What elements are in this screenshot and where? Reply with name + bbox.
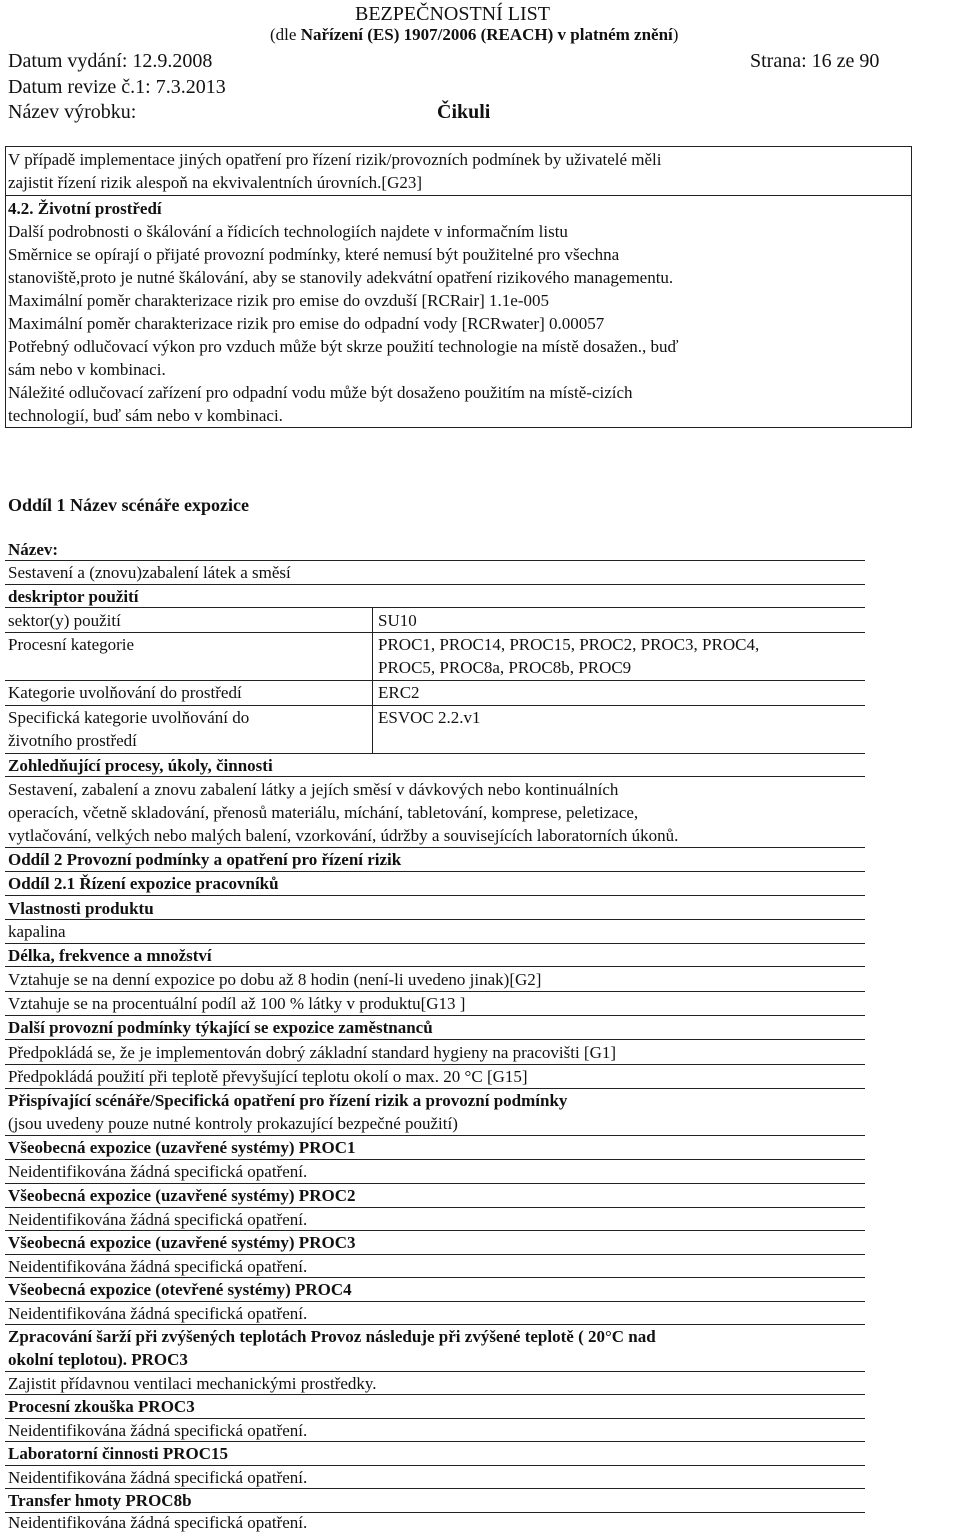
- document-title: BEZPEČNOSTNÍ LIST: [355, 3, 550, 25]
- contributing-scenarios-note: (jsou uvedeny pouze nutné kontroly prokazující bezpečné použití): [8, 1114, 458, 1133]
- product-name: Čikuli: [437, 101, 491, 123]
- measure-text: Neidentifikována žádná specifická opatření.: [8, 1513, 308, 1532]
- box-body-line: stanoviště,proto je nutné škálování, aby se stanovily adekvátní opatření rizikového managementu.: [8, 268, 674, 287]
- section2-1-heading: Oddíl 2.1 Řízení expozice pracovníků: [8, 874, 279, 893]
- box-divider: [5, 195, 912, 196]
- measure-title: Procesní zkouška PROC3: [8, 1397, 195, 1416]
- measure-title: Transfer hmoty PROC8b: [8, 1491, 192, 1510]
- box-body-line: Potřebný odlučovací výkon pro vzduch může být skrze použití technologie na místě dosažen., buď: [8, 337, 679, 356]
- subtitle-prefix: (dle: [270, 25, 301, 44]
- measure-title: Všeobecná expozice (otevřené systémy) PROC4: [8, 1280, 352, 1299]
- rule: [5, 895, 865, 896]
- processes-text-line: Sestavení, zabalení a znovu zabalení látky a jejích směsí v dávkových nebo kontinuálních: [8, 780, 619, 799]
- sector-label: sektor(y) použití: [8, 611, 121, 630]
- box-body-line: Směrnice se opírají o přijaté provozní podmínky, které nemusí být použitelné pro všechna: [8, 245, 620, 264]
- subtitle-suffix: ): [672, 25, 679, 44]
- process-category-value-2: PROC5, PROC8a, PROC8b, PROC9: [378, 658, 632, 677]
- duration-line: Vztahuje se na denní expozice po dobu až 8 hodin (není-li uvedeno jinak)[G2]: [8, 970, 542, 989]
- rule: [5, 919, 865, 920]
- name-label: Název:: [8, 540, 59, 559]
- measure-text: Zajistit přídavnou ventilaci mechanickými prostředky.: [8, 1374, 377, 1393]
- box-border-right: [911, 146, 912, 428]
- box-border-bottom: [5, 427, 912, 428]
- measure-title-2: okolní teplotou). PROC3: [8, 1350, 188, 1369]
- processes-text-line: vytlačování, velkých nebo malých balení, vzorkování, údržby a souvisejících laboratorních úkonů.: [8, 826, 679, 845]
- process-category-value: PROC1, PROC14, PROC15, PROC2, PROC3, PROC4,: [378, 635, 760, 654]
- scenario-name: Sestavení a (znovu)zabalení látek a směsí: [8, 563, 291, 582]
- issue-date: Datum vydání: 12.9.2008: [8, 50, 213, 72]
- section2-heading: Oddíl 2 Provozní podmínky a opatření pro řízení rizik: [8, 850, 402, 869]
- box-text-line: zajistit řízení rizik alespoň na ekvivalentních úrovních.[G23]: [8, 173, 423, 192]
- release-category-label: Kategorie uvolňování do prostředí: [8, 683, 242, 702]
- box-body-line: technologií, buď sám nebo v kombinaci.: [8, 406, 283, 425]
- measure-text: Neidentifikována žádná specifická opatření.: [8, 1304, 308, 1323]
- section1-heading: Oddíl 1 Název scénáře expozice: [8, 495, 249, 515]
- box-body-line: Náležité odlučovací zařízení pro odpadní vodu může být dosaženo použitím na místě-cizích: [8, 383, 633, 402]
- specific-release-label-2: životního prostředí: [8, 731, 137, 750]
- rule: [5, 776, 865, 777]
- measure-title: Zpracování šarží při zvýšených teplotách Provoz následuje při zvýšené teplotě ( 20°C nad: [8, 1327, 656, 1346]
- rule: [5, 1039, 865, 1040]
- product-properties-label: Vlastnosti produktu: [8, 899, 154, 918]
- release-category-value: ERC2: [378, 683, 420, 702]
- box-body-line: Další podrobnosti o škálování a řídicích technologiích najdete v informačním listu: [8, 222, 568, 241]
- specific-release-label: Specifická kategorie uvolňování do: [8, 708, 250, 727]
- other-conditions-label: Další provozní podmínky týkající se expozice zaměstnanců: [8, 1018, 433, 1037]
- box-text-line: V případě implementace jiných opatření pro řízení rizik/provozních podmínek by uživatelé měli: [8, 150, 662, 169]
- other-conditions-line: Předpokládá použití při teplotě převyšující teplotu okolí o max. 20 °C [G15]: [8, 1067, 528, 1086]
- duration-line: Vztahuje se na procentuální podíl až 100 % látky v produktu[G13 ]: [8, 994, 466, 1013]
- box-body-line: Maximální poměr charakterizace rizik pro emise do ovzduší [RCRair] 1.1e-005: [8, 291, 549, 310]
- measure-title: Laboratorní činnosti PROC15: [8, 1444, 229, 1463]
- measure-text: Neidentifikována žádná specifická opatření.: [8, 1257, 308, 1276]
- box-body-line: sám nebo v kombinaci.: [8, 360, 166, 379]
- duration-label: Délka, frekvence a množství: [8, 946, 212, 965]
- product-properties-value: kapalina: [8, 922, 66, 941]
- measure-title: Všeobecná expozice (uzavřené systémy) PROC3: [8, 1233, 356, 1252]
- measure-text: Neidentifikována žádná specifická opatření.: [8, 1162, 308, 1181]
- measure-text: Neidentifikována žádná specifická opatření.: [8, 1210, 308, 1229]
- processes-text-line: operacích, včetně skladování, přenosů materiálu, míchání, tabletování, komprese, peletizace,: [8, 803, 639, 822]
- product-label: Název výrobku:: [8, 101, 137, 123]
- box-body-line: Maximální poměr charakterizace rizik pro emise do odpadní vody [RCRwater] 0.00057: [8, 314, 605, 333]
- page-number: Strana: 16 ze 90: [750, 50, 880, 72]
- processes-label: Zohledňující procesy, úkoly, činnosti: [8, 756, 273, 775]
- process-category-label: Procesní kategorie: [8, 635, 135, 654]
- other-conditions-line: Předpokládá se, že je implementován dobrý základní standard hygieny na pracovišti [G1]: [8, 1043, 617, 1062]
- revision-date: Datum revize č.1: 7.3.2013: [8, 76, 226, 98]
- box-border-top: [5, 146, 912, 147]
- contributing-scenarios-label: Přispívající scénáře/Specifická opatření pro řízení rizik a provozní podmínky: [8, 1091, 568, 1110]
- measure-text: Neidentifikována žádná specifická opatření.: [8, 1468, 308, 1487]
- subtitle-regulation: Nařízení (ES) 1907/2006 (REACH) v platném znění: [300, 25, 673, 44]
- rule: [5, 607, 865, 608]
- rule: [5, 966, 865, 967]
- box-border-left: [5, 146, 6, 428]
- descriptor-label: deskriptor použití: [8, 587, 139, 606]
- measure-text: Neidentifikována žádná specifická opatření.: [8, 1421, 308, 1440]
- specific-release-value: ESVOC 2.2.v1: [378, 708, 481, 727]
- measure-title: Všeobecná expozice (uzavřené systémy) PROC1: [8, 1138, 356, 1157]
- document-subtitle: [270, 25, 678, 45]
- environment-heading: 4.2. Životní prostředí: [8, 199, 162, 218]
- sector-value: SU10: [378, 611, 417, 630]
- measure-title: Všeobecná expozice (uzavřené systémy) PROC2: [8, 1186, 356, 1205]
